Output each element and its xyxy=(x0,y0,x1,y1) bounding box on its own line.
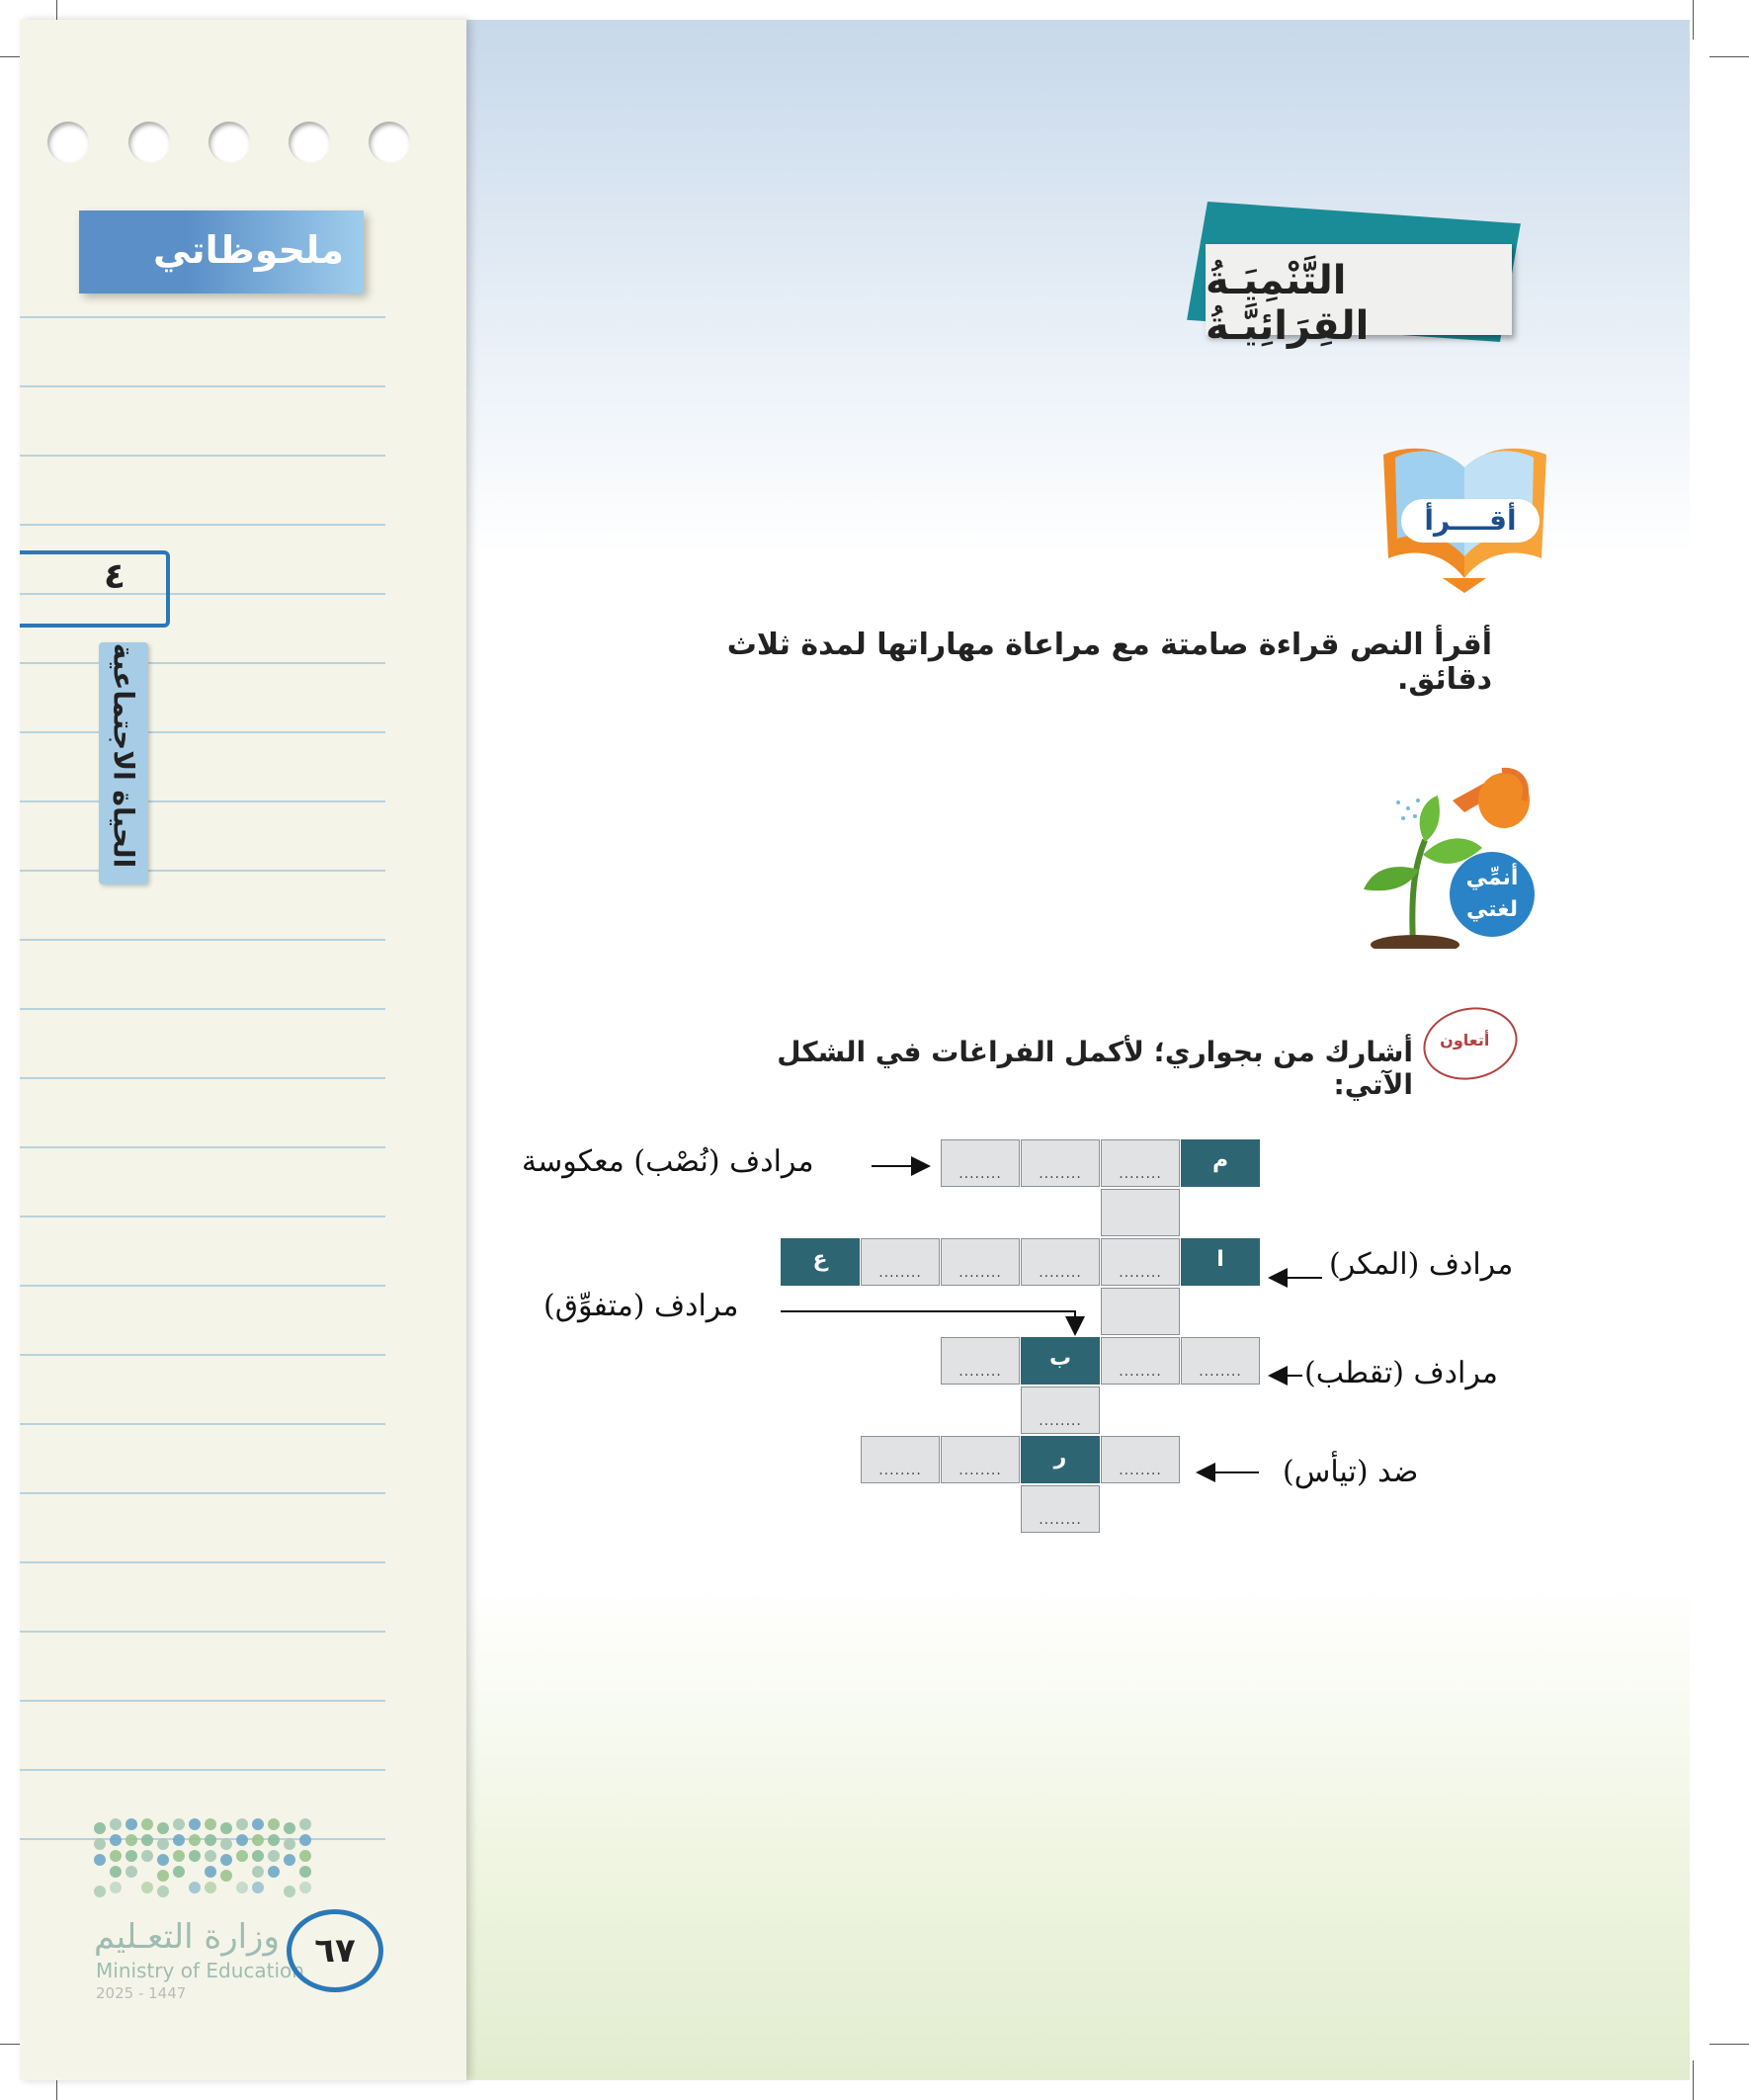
crossword-cell[interactable]: ........ xyxy=(1101,1436,1180,1483)
arrow-clue-3 xyxy=(781,1311,1075,1334)
crossword-cell-given: ا xyxy=(1181,1238,1260,1286)
grow-line-1: أنمِّي xyxy=(1465,866,1519,890)
crossword-cell[interactable]: ........ xyxy=(861,1238,940,1286)
ministry-name-arabic: وزارة التعـليم xyxy=(94,1917,280,1957)
section-title: التَّنْمِيَـةُ القِرَائِيَّـةُ xyxy=(1206,258,1370,349)
crossword-cell[interactable]: ........ xyxy=(1101,1139,1180,1187)
clue-5: ضد (تيأس) xyxy=(1283,1455,1419,1489)
crossword-cell[interactable]: ........ xyxy=(941,1139,1020,1187)
crossword-cell[interactable]: ........ xyxy=(941,1238,1020,1286)
grow-line-2: لغتي xyxy=(1466,897,1518,922)
crossword-cell-given: ع xyxy=(781,1238,860,1286)
crossword-cell[interactable]: ........ xyxy=(941,1337,1020,1385)
crossword-cell[interactable]: ........ xyxy=(1021,1386,1100,1434)
crossword-cell[interactable]: ........ xyxy=(1021,1485,1100,1533)
notes-label: ملحوظاتي xyxy=(152,228,344,272)
crossword-cell[interactable]: ........ xyxy=(941,1436,1020,1483)
crossword-cell[interactable]: ........ xyxy=(1181,1337,1260,1385)
read-label: أقــــرأ xyxy=(1401,499,1540,543)
crossword-cell-given: م xyxy=(1181,1139,1260,1187)
crossword-cell[interactable]: ........ xyxy=(1021,1139,1100,1187)
ministry-name-english: Ministry of Education xyxy=(96,1959,304,1982)
crossword-cell[interactable]: ........ xyxy=(1021,1238,1100,1286)
unit-number: ٤ xyxy=(104,556,125,597)
clue-4: مرادف (تقطب) xyxy=(1304,1356,1498,1390)
clue-1: مرادف (نُصْب) معكوسة xyxy=(522,1144,814,1179)
crossword-cell[interactable]: ........ xyxy=(1101,1238,1180,1286)
clue-2: مرادف (المكر) xyxy=(1329,1247,1514,1282)
crossword-cell[interactable]: ........ xyxy=(1101,1337,1180,1385)
crossword-cell-given: ر xyxy=(1021,1436,1100,1483)
clue-3: مرادف (متفوِّق) xyxy=(543,1289,739,1323)
edition-year: 2025 - 1447 xyxy=(96,1984,187,2002)
crossword-cell-given: ب xyxy=(1021,1337,1100,1385)
crossword-cell[interactable]: ........ xyxy=(861,1436,940,1483)
pair-instruction: أشارك من بجواري؛ لأكمل الفراغات في الشكل الآتي: xyxy=(777,1036,1413,1101)
pair-icon-text: أتعاون xyxy=(1440,1031,1490,1050)
reading-instruction: أقرأ النص قراءة صامتة مع مراعاة مهاراتها لمدة ثلاث دقائق. xyxy=(726,628,1492,697)
unit-title: الحياة الاجتماعية xyxy=(107,642,140,869)
page-number: ٦٧ xyxy=(287,1909,383,1992)
